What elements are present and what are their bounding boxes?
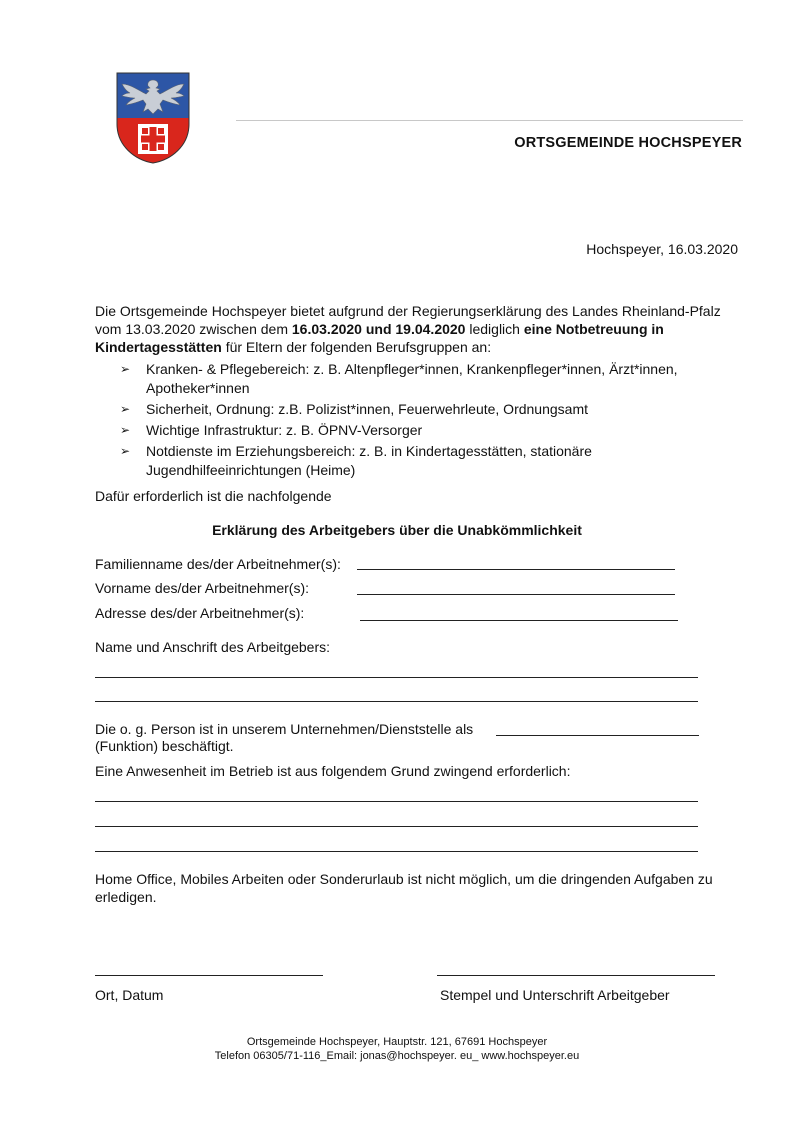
declaration-title: Erklärung des Arbeitgebers über die Unabkömmlichkeit bbox=[212, 522, 582, 538]
employer-field-line-1[interactable] bbox=[95, 677, 698, 678]
address-field[interactable] bbox=[360, 620, 678, 621]
surname-label: Familienname des/der Arbeitnehmer(s): bbox=[95, 556, 341, 572]
reason-field-line-2[interactable] bbox=[95, 826, 698, 827]
firstname-field[interactable] bbox=[357, 594, 675, 595]
function-field[interactable] bbox=[496, 735, 699, 736]
home-office-statement: Home Office, Mobiles Arbeiten oder Sonderurlaub ist nicht möglich, um die dringenden Aufgaben zu erledigen. bbox=[95, 871, 713, 905]
employer-field-line-2[interactable] bbox=[95, 701, 698, 702]
employer-signature-label: Stempel und Unterschrift Arbeitgeber bbox=[440, 987, 670, 1003]
address-label: Adresse des/der Arbeitnehmer(s): bbox=[95, 605, 305, 621]
surname-field[interactable] bbox=[357, 569, 675, 570]
place-date-label: Ort, Datum bbox=[95, 987, 164, 1003]
list-item: ➢ Sicherheit, Ordnung: z.B. Polizist*innen, Feuerwehrleute, Ordnungsamt bbox=[120, 401, 589, 417]
place-date-line: Hochspeyer, 16.03.2020 bbox=[586, 241, 738, 257]
reason-label: Eine Anwesenheit im Betrieb ist aus folgendem Grund zwingend erforderlich: bbox=[95, 763, 571, 779]
list-item: ➢ Wichtige Infrastruktur: z. B. ÖPNV-Versorger bbox=[120, 422, 423, 438]
required-text: Dafür erforderlich ist die nachfolgende bbox=[95, 488, 332, 504]
arrow-bullet-icon: ➢ bbox=[120, 423, 131, 437]
arrow-bullet-icon: ➢ bbox=[120, 444, 131, 458]
arrow-bullet-icon: ➢ bbox=[120, 362, 131, 376]
occupation-list bbox=[120, 360, 720, 482]
reason-field-line-3[interactable] bbox=[95, 851, 698, 852]
arrow-bullet-icon: ➢ bbox=[120, 402, 131, 416]
list-item: ➢ Kranken- & Pflegebereich: z. B. Altenpfleger*innen, Krankenpfleger*innen, Ärzt*innen, Apotheker*innen bbox=[120, 361, 678, 396]
employer-label: Name und Anschrift des Arbeitgebers: bbox=[95, 639, 331, 655]
intro-paragraph: Die Ortsgemeinde Hochspeyer bietet aufgrund der Regierungserklärung des Landes Rheinland-Pfalz vom 13.03.2020 zwischen dem 16.03.2020 und 19.04.2020 lediglich eine Notbetreuung in Kindertagesstätten für Eltern der folgenden Berufsgruppen an: bbox=[95, 303, 721, 355]
header-divider bbox=[236, 120, 743, 121]
list-item: ➢ Notdienste im Erziehungsbereich: z. B. in Kindertagesstätten, stationäre Jugendhilfeeinrichtungen (Heime) bbox=[120, 443, 592, 478]
footer bbox=[0, 1035, 794, 1063]
footer-contact: Telefon 06305/71-116_Email: jonas@hochspeyer. eu_ www.hochspeyer.eu bbox=[214, 1050, 580, 1062]
place-date-signature-line[interactable] bbox=[95, 975, 323, 976]
employment-function-text: (Funktion) beschäftigt. bbox=[95, 738, 234, 754]
organization-title: ORTSGEMEINDE HOCHSPEYER bbox=[514, 135, 742, 151]
footer-address: Ortsgemeinde Hochspeyer, Hauptstr. 121, 67691 Hochspeyer bbox=[246, 1036, 548, 1048]
firstname-label: Vorname des/der Arbeitnehmer(s): bbox=[95, 580, 309, 596]
reason-field-line-1[interactable] bbox=[95, 801, 698, 802]
coat-of-arms-logo bbox=[116, 72, 190, 164]
employer-signature-line[interactable] bbox=[437, 975, 715, 976]
employment-statement: Die o. g. Person ist in unserem Unternehmen/Dienststelle als bbox=[95, 721, 474, 737]
